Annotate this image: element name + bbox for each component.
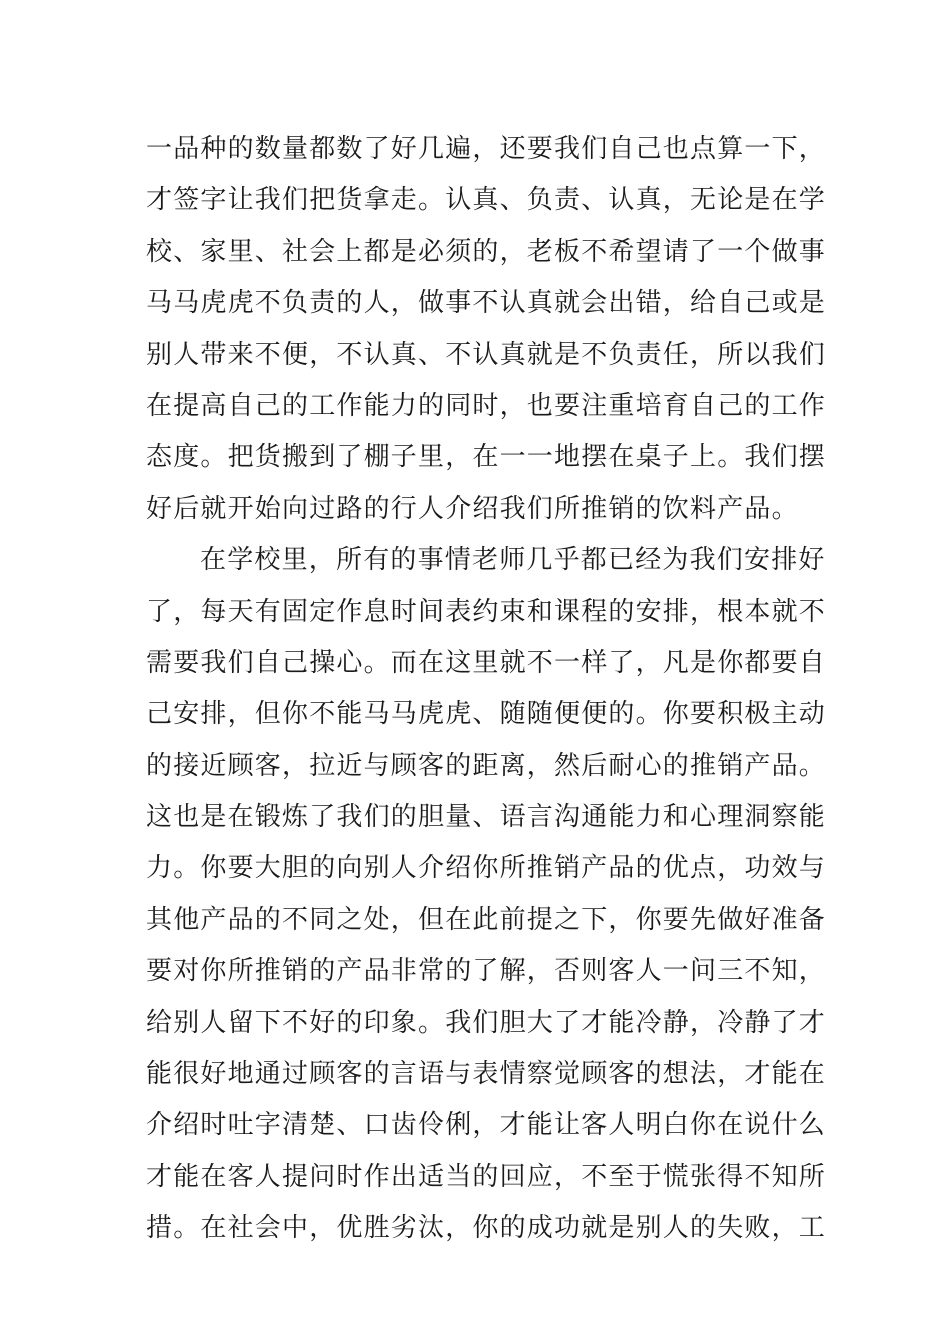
text-line: 马马虎虎不负责的人，做事不认真就会出错，给自己或是 xyxy=(146,288,827,319)
text-line: 措。在社会中，优胜劣汰，你的成功就是别人的失败，工 xyxy=(146,1213,827,1244)
text-line: 要对你所推销的产品非常的了解，否则客人一问三不知， xyxy=(146,956,827,987)
text-line: 的接近顾客，拉近与顾客的距离，然后耐心的推销产品。 xyxy=(146,750,827,781)
text-line: 才签字让我们把货拿走。认真、负责、认真，无论是在学 xyxy=(146,185,827,216)
text-line: 在提高自己的工作能力的同时，也要注重培育自己的工作 xyxy=(146,390,827,421)
text-line: 一品种的数量都数了好几遍，还要我们自己也点算一下， xyxy=(146,134,827,164)
text-line: 需要我们自己操心。而在这里就不一样了，凡是你都要自 xyxy=(146,647,827,678)
text-line: 能很好地通过顾客的言语与表情察觉顾客的想法，才能在 xyxy=(146,1059,827,1090)
text-line: 这也是在锻炼了我们的胆量、语言沟通能力和心理洞察能 xyxy=(146,802,827,833)
text-line: 校、家里、社会上都是必须的，老板不希望请了一个做事 xyxy=(146,236,827,267)
paragraph-first-line: 在学校里，所有的事情老师几乎都已经为我们安排好 xyxy=(200,545,826,576)
text-line: 好后就开始向过路的行人介绍我们所推销的饮料产品。 xyxy=(146,493,799,524)
text-line: 介绍时吐字清楚、口齿伶俐，才能让客人明白你在说什么 xyxy=(146,1110,827,1141)
text-line: 己安排，但你不能马马虎虎、随随便便的。你要积极主动 xyxy=(146,699,827,730)
body-text xyxy=(146,124,827,1255)
text-line: 力。你要大胆的向别人介绍你所推销产品的优点，功效与 xyxy=(146,853,827,884)
text-line: 别人带来不便，不认真、不认真就是不负责任，所以我们 xyxy=(146,339,827,370)
text-line: 才能在客人提问时作出适当的回应，不至于慌张得不知所 xyxy=(146,1161,827,1192)
text-line: 了，每天有固定作息时间表约束和课程的安排，根本就不 xyxy=(146,596,827,627)
text-line: 其他产品的不同之处，但在此前提之下，你要先做好准备 xyxy=(146,904,827,935)
text-line: 态度。把货搬到了棚子里，在一一地摆在桌子上。我们摆 xyxy=(146,442,827,473)
text-line: 给别人留下不好的印象。我们胆大了才能冷静，冷静了才 xyxy=(146,1007,827,1038)
